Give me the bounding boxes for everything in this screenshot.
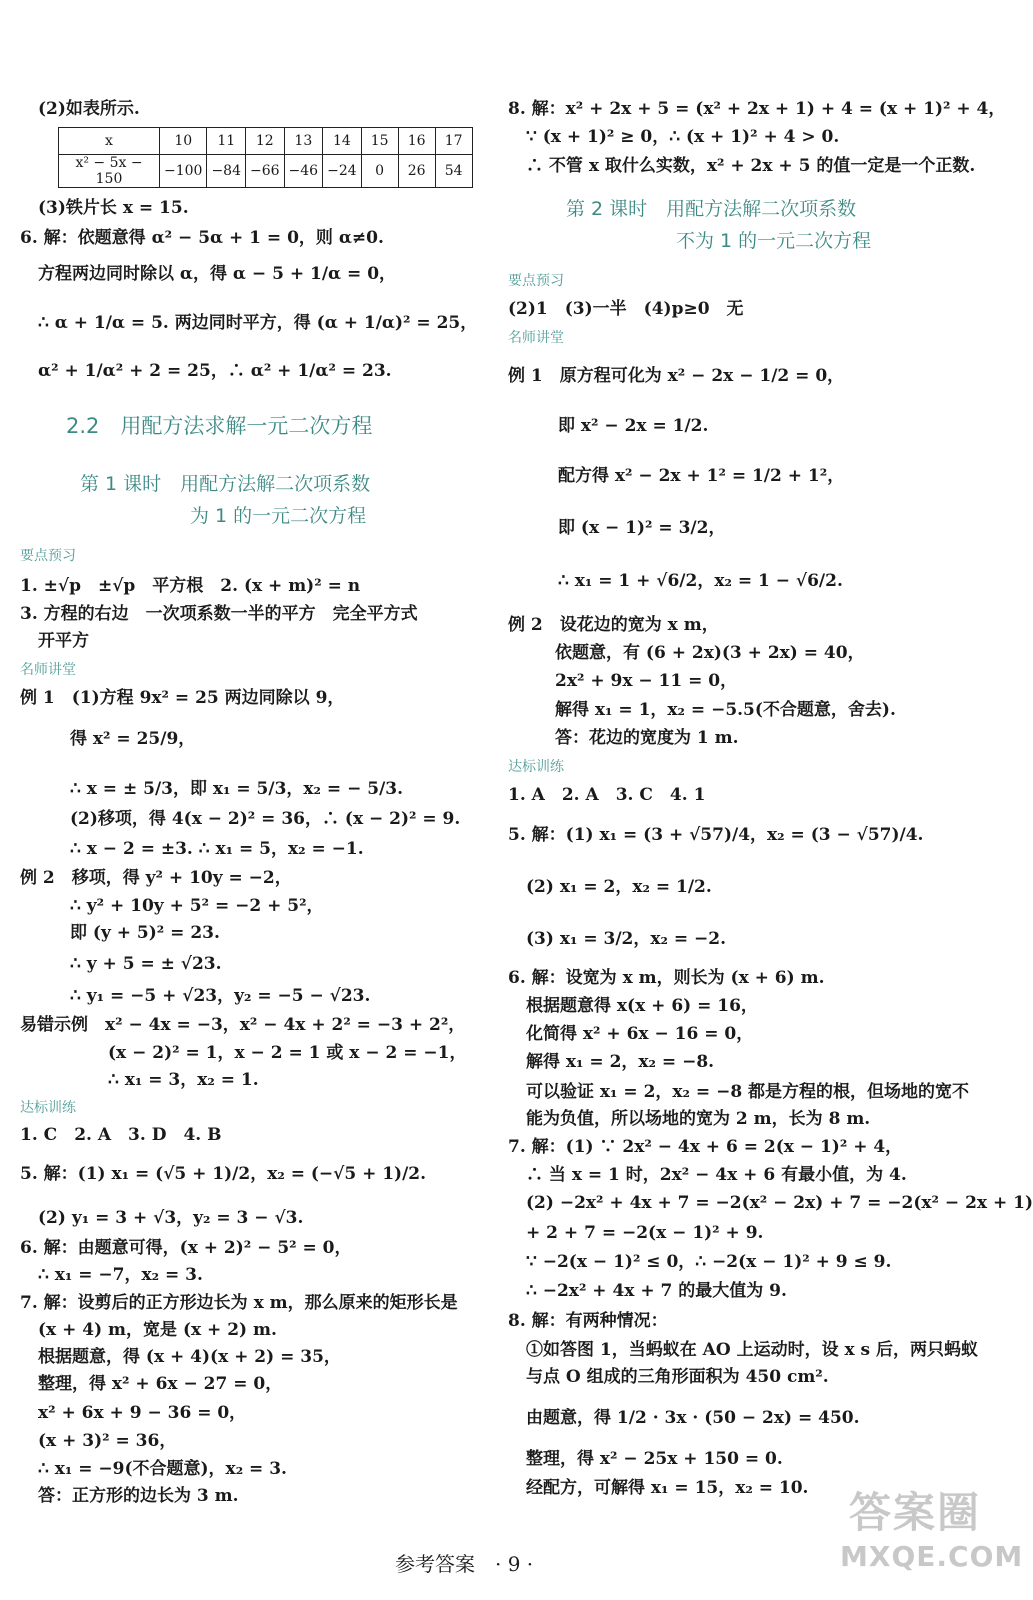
lesson-title: 第 1 课时 用配方法解二次项系数: [80, 473, 371, 495]
lesson-title: 不为 1 的一元二次方程: [676, 230, 872, 252]
example-line: ∴ y + 5 = ± √23.: [70, 954, 222, 974]
training-heading: 达标训练: [20, 1100, 76, 1116]
lecture-heading: 名师讲堂: [508, 330, 564, 346]
training-line: 6. 解：设宽为 x m，则长为 (x + 6) m.: [508, 968, 825, 988]
example-line: ∴ x = ± 5/3，即 x₁ = 5/3，x₂ = − 5/3.: [70, 779, 404, 799]
preview-line: 开平方: [38, 631, 89, 651]
training-line: + 2 + 7 = −2(x − 1)² + 9.: [526, 1223, 764, 1243]
training-line: 1. C 2. A 3. D 4. B: [20, 1125, 222, 1145]
training-line: 整理，得 x² + 6x − 27 = 0，: [38, 1374, 283, 1394]
q6-line: α² + 1/α² + 2 = 25，∴ α² + 1/α² = 23.: [38, 361, 392, 381]
example-line: ∴ x − 2 = ±3. ∴ x₁ = 5，x₂ = −1.: [70, 839, 364, 859]
training-line: 整理，得 x² − 25x + 150 = 0.: [526, 1449, 783, 1469]
training-heading: 达标训练: [508, 759, 564, 775]
training-line: (x + 4) m，宽是 (x + 2) m.: [38, 1320, 277, 1340]
training-line: 与点 O 组成的三角形面积为 450 cm².: [526, 1367, 829, 1387]
value-table: [58, 127, 473, 188]
training-line: (x + 3)² = 36，: [38, 1431, 177, 1451]
example-line: 得 x² = 25/9，: [70, 729, 196, 749]
section-title: 2.2 用配方法求解一元二次方程: [66, 414, 373, 438]
example-line: ∴ y₁ = −5 + √23，y₂ = −5 − √23.: [70, 986, 371, 1006]
example-line: ∴ x₁ = 1 + √6/2，x₂ = 1 − √6/2.: [558, 571, 843, 591]
preview-line: (2)1 (3)一半 (4)p≥0 无: [508, 299, 744, 319]
preview-heading: 要点预习: [508, 273, 564, 289]
example-line: 即 x² − 2x = 1/2.: [558, 416, 709, 436]
training-line: ①如答图 1，当蚂蚁在 AO 上运动时，设 x s 后，两只蚂蚁: [526, 1340, 979, 1360]
training-line: 7. 解：(1) ∵ 2x² − 4x + 6 = 2(x − 1)² + 4，: [508, 1137, 903, 1157]
example-line: 例 1 原方程可化为 x² − 2x − 1/2 = 0，: [508, 366, 845, 386]
q6-line: ∴ α + 1/α = 5. 两边同时平方，得 (α + 1/α)² = 25，: [38, 313, 478, 333]
error-example-line: 易错示例 x² − 4x = −3，x² − 4x + 2² = −3 + 2²，: [20, 1015, 466, 1035]
table-value-row: x² − 5x − 150 −100 −84 −66 −46 −24 0 26 54: [59, 155, 473, 188]
example-line: 配方得 x² − 2x + 1² = 1/2 + 1²，: [558, 466, 845, 486]
training-line: 7. 解：设剪后的正方形边长为 x m，那么原来的矩形长是: [20, 1293, 458, 1313]
preview-line: 3. 方程的右边 一次项系数一半的平方 完全平方式: [20, 604, 418, 624]
training-line: ∵ −2(x − 1)² ≤ 0，∴ −2(x − 1)² + 9 ≤ 9.: [526, 1252, 892, 1272]
example-line: 即 (x − 1)² = 3/2，: [558, 518, 726, 538]
q5-part2: (2)如表所示.: [38, 99, 140, 119]
training-line: x² + 6x + 9 − 36 = 0，: [38, 1403, 247, 1423]
training-line: 能为负值，所以场地的宽为 2 m，长为 8 m.: [526, 1109, 871, 1129]
example-line: ∴ y² + 10y + 5² = −2 + 5²，: [70, 896, 324, 916]
lesson-title: 为 1 的一元二次方程: [190, 505, 367, 527]
training-line: 5. 解：(1) x₁ = (√5 + 1)/2，x₂ = (−√5 + 1)/2.: [20, 1164, 427, 1184]
training-line: 答：正方形的边长为 3 m.: [38, 1486, 239, 1506]
q6-line: 6. 解：依题意得 α² − 5α + 1 = 0，则 α≠0.: [20, 228, 384, 248]
training-line: 8. 解：有两种情况：: [508, 1311, 668, 1331]
lecture-heading: 名师讲堂: [20, 662, 76, 678]
error-example-line: ∴ x₁ = 3，x₂ = 1.: [108, 1070, 259, 1090]
error-example-line: (x − 2)² = 1，x − 2 = 1 或 x − 2 = −1，: [108, 1043, 467, 1063]
watermark-logo: [840, 1480, 1024, 1595]
training-line: ∴ x₁ = −7，x₂ = 3.: [38, 1265, 203, 1285]
q8-line: 8. 解：x² + 2x + 5 = (x² + 2x + 1) + 4 = (x + 1)² + 4，: [508, 99, 1006, 119]
training-line: ∴ x₁ = −9(不合题意)，x₂ = 3.: [38, 1459, 287, 1479]
training-line: 解得 x₁ = 2，x₂ = −8.: [526, 1052, 715, 1072]
page-footer: 参考答案 · 9 ·: [395, 1552, 534, 1576]
example-line: 例 2 移项，得 y² + 10y = −2，: [20, 868, 292, 888]
training-line: (2) x₁ = 2，x₂ = 1/2.: [526, 877, 712, 897]
preview-heading: 要点预习: [20, 548, 76, 564]
training-line: 6. 解：由题意可得，(x + 2)² − 5² = 0，: [20, 1238, 352, 1258]
example-line: 答：花边的宽度为 1 m.: [555, 728, 739, 748]
training-line: (2) y₁ = 3 + √3，y₂ = 3 − √3.: [38, 1208, 304, 1228]
example-line: (2)移项，得 4(x − 2)² = 36，∴ (x − 2)² = 9.: [70, 809, 461, 829]
preview-line: 1. ±√p ±√p 平方根 2. (x + m)² = n: [20, 576, 361, 596]
example-line: 解得 x₁ = 1，x₂ = −5.5(不合题意，舍去).: [555, 700, 896, 720]
lesson-title: 第 2 课时 用配方法解二次项系数: [566, 198, 857, 220]
example-line: 例 2 设花边的宽为 x m，: [508, 615, 719, 635]
training-line: ∴ −2x² + 4x + 7 的最大值为 9.: [526, 1281, 787, 1301]
training-line: 根据题意，得 (x + 4)(x + 2) = 35，: [38, 1347, 341, 1367]
example-line: 依题意，有 (6 + 2x)(3 + 2x) = 40，: [555, 643, 865, 663]
training-line: (2) −2x² + 4x + 7 = −2(x² − 2x) + 7 = −2(x² − 2x + 1): [526, 1193, 1033, 1213]
training-line: 1. A 2. A 3. C 4. 1: [508, 785, 706, 805]
training-line: 由题意，得 1/2 · 3x · (50 − 2x) = 450.: [526, 1408, 860, 1428]
training-line: ∴ 当 x = 1 时，2x² − 4x + 6 有最小值，为 4.: [526, 1165, 907, 1185]
training-line: 经配方，可解得 x₁ = 15，x₂ = 10.: [526, 1478, 809, 1498]
training-line: 可以验证 x₁ = 2，x₂ = −8 都是方程的根，但场地的宽不: [526, 1082, 970, 1102]
example-line: 例 1 (1)方程 9x² = 25 两边同除以 9，: [20, 688, 345, 708]
q8-line: ∴ 不管 x 取什么实数，x² + 2x + 5 的值一定是一个正数.: [526, 156, 976, 176]
training-line: (3) x₁ = 3/2，x₂ = −2.: [526, 929, 727, 949]
watermark-line-2: MXQE.COM: [840, 1540, 1024, 1573]
table-header-row: x 10 11 12 13 14 15 16 17: [59, 128, 473, 155]
example-line: 2x² + 9x − 11 = 0，: [555, 671, 738, 691]
q6-line: 方程两边同时除以 α，得 α − 5 + 1/α = 0，: [38, 264, 397, 284]
training-line: 5. 解：(1) x₁ = (3 + √57)/4，x₂ = (3 − √57)/4.: [508, 825, 924, 845]
training-line: 化简得 x² + 6x − 16 = 0，: [526, 1024, 754, 1044]
watermark-line-1: 答案圈: [848, 1488, 981, 1537]
training-line: 根据题意得 x(x + 6) = 16，: [526, 996, 758, 1016]
q5-part3: (3)铁片长 x = 15.: [38, 198, 189, 218]
q8-line: ∵ (x + 1)² ≥ 0，∴ (x + 1)² + 4 > 0.: [526, 127, 840, 147]
example-line: 即 (y + 5)² = 23.: [70, 923, 220, 943]
